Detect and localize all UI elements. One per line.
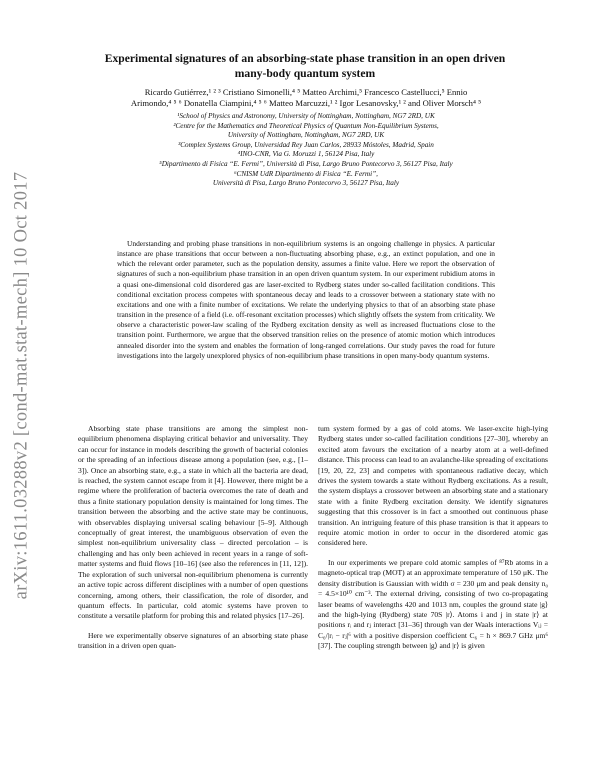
affiliation-line: Università di Pisa, Largo Bruno Pontecorvo 3, 56127 Pisa, Italy	[212, 179, 400, 188]
affiliation-line: University of Nottingham, Nottingham, NG7 2RD, UK	[227, 131, 385, 140]
abstract: Understanding and probing phase transitions in non-equilibrium systems is an ongoing challenge in physics. A particular instance are phase transitions that occur between a non-fluctuating absorbing phase, e.g., an extinct population, and one in which the relevant order parameter, such as the population density, assumes a finite value. Here we report the observation of signatures of such a non-equilibrium phase transition in an open driven quantum system. In our experiment rubidium atoms in a quasi one-dimensional cold disordered gas are laser-excited to Rydberg states under so-called facilitation conditions. This conditional excitation process competes with spontaneous decay and leads to a crossover between a stationary state with no excitations and one with a finite number of excitations. We relate the underlying physics to that of an absorbing state phase transition in the presence of a field (i.e. off-resonant excitation processes) which slightly offsets the system from criticality. We observe a characteristic power-law scaling of the Rydberg excitation density as well as increased fluctuations close to the transition point. Furthermore, we argue that the observed transition relies on the presence of atomic motion which introduces annealed disorder into the system and enables the formation of long-ranged correlations. Our study paves the road for future investigations into the largely unexplored physics of non-equilibrium phase transitions in open many-body quantum systems.	[117, 239, 495, 360]
arxiv-id: arXiv:1611.03288v2 [cond-mat.stat-mech] 10 Oct 2017	[11, 171, 32, 599]
affiliation-line: ³Complex Systems Group, Universidad Rey Juan Carlos, 28933 Móstoles, Madrid, Spain	[178, 140, 434, 149]
affiliation-line: ⁵Dipartimento di Fisica “E. Fermi”, Università di Pisa, Largo Bruno Pontecorvo 3, 56127 Pisa, Italy	[159, 159, 453, 168]
author-list	[76, 87, 536, 110]
arxiv-sidebar-stamp	[8, 160, 36, 610]
affiliations	[90, 112, 522, 189]
title-line-1: Experimental signatures of an absorbing-state phase transition in an open driven	[104, 52, 506, 65]
authors-line-1: Ricardo Gutiérrez,¹ ² ³ Cristiano Simonelli,⁴ ⁵ Matteo Archimi,⁵ Francesco Castellucci,⁵ Ennio	[144, 87, 468, 97]
title-line-2: many-body quantum system	[234, 66, 376, 80]
paper-title	[70, 52, 540, 81]
affiliation-line: ²Centre for the Mathematics and Theoretical Physics of Quantum Non-Equilibrium Systems,	[173, 121, 439, 130]
affiliation-line: ¹School of Physics and Astronomy, University of Nottingham, Nottingham, NG7 2RD, UK	[177, 112, 435, 120]
affiliation-line: ⁴INO-CNR, Via G. Moruzzi 1, 56124 Pisa, Italy	[237, 150, 375, 159]
affiliation-line: ⁶CNISM UdR Dipartimento di Fisica “E. Fermi”,	[234, 169, 378, 178]
body-column-left	[78, 424, 308, 661]
body-paragraph: Here we experimentally observe signatures of an absorbing state phase transition in a driven open quan-	[78, 630, 308, 651]
body-column-right	[318, 424, 548, 661]
body-paragraph: tum system formed by a gas of cold atoms. We laser-excite high-lying Rydberg states under so-called facilitation conditions [27–30], whereby an excited atom favours the excitation of a nearby atom at a well-defined distance. This process can lead to an avalanche-like spreading of excitations [19, 20, 22, 23] and competes with spontaneous radiative decay, which drives the system towards a state without Rydberg excitations. As a result, the system displays a crossover between an absorbing state and a stationary state with a finite Rydberg excitation density. We identify signatures suggesting that this crossover is in fact a smoothed out continuous phase transition. An intriguing feature of this phase transition is that it appears to require atomic motion in order to occur in the disordered atomic gas considered here.	[318, 424, 548, 548]
body-paragraph: In our experiments we prepare cold atomic samples of ⁸⁷Rb atoms in a magneto-optical trap (MOT) at an approximate temperature of 150 μK. The density distribution is Gaussian with width σ = 230 μm and peak density n₀ = 4.5×10¹⁰ cm⁻³. The external driving, consisting of two co-propagating laser beams of wavelengths 420 and 1013 nm, couples the ground state |g⟩ and the high-lying (Rydberg) state 70S |r⟩. Atoms i and j in state |r⟩ at positions rᵢ and rⱼ interact [31–36] through van der Waals interactions Vᵢⱼ = C₆/|rᵢ − rⱼ|⁶ with a positive dispersion coefficient C₆ = h × 869.7 GHz μm⁶ [37]. The coupling strength between |g⟩ and |r⟩ is given	[318, 557, 548, 651]
authors-line-2: Arimondo,⁴ ⁵ ⁶ Donatella Ciampini,⁴ ⁵ ⁶ Matteo Marcuzzi,¹ ² Igor Lesanovsky,¹ ² and Oliver Morsch⁴ ⁵	[130, 98, 482, 109]
body-paragraph: Absorbing state phase transitions are among the simplest non-equilibrium phenomena displaying critical behavior and universality. They can occur for instance in models describing the growth of bacterial colonies or the spreading of an infectious disease among a population (see, e.g., [1–3]). Once an absorbing state, e.g., a state in which all the bacteria are dead, is reached, the system cannot escape from it [4]. However, there might be a regime where the proliferation of bacteria overcomes the rate of death and thus a finite stationary population density is maintained for long times. The transition between the absorbing and the active state may be continuous, with observables displaying universal scaling behaviour [5–9]. Although conceptually of great interest, the unambiguous observation of even the simplest non-equilibrium universality class – directed percolation – is challenging and has only been achieved in recent years in a range of soft-matter systems and fluid flows [10–16] (see also the references in [11, 12]). The exploration of such universal non-equilibrium phenomena is currently an active topic across different disciplines with a number of open questions concerning, among others, their classification, the role of disorder, and quantum effects. In particular, cold atomic systems have proven to constitute a versatile platform for probing this and related physics [17–26].	[78, 424, 308, 621]
